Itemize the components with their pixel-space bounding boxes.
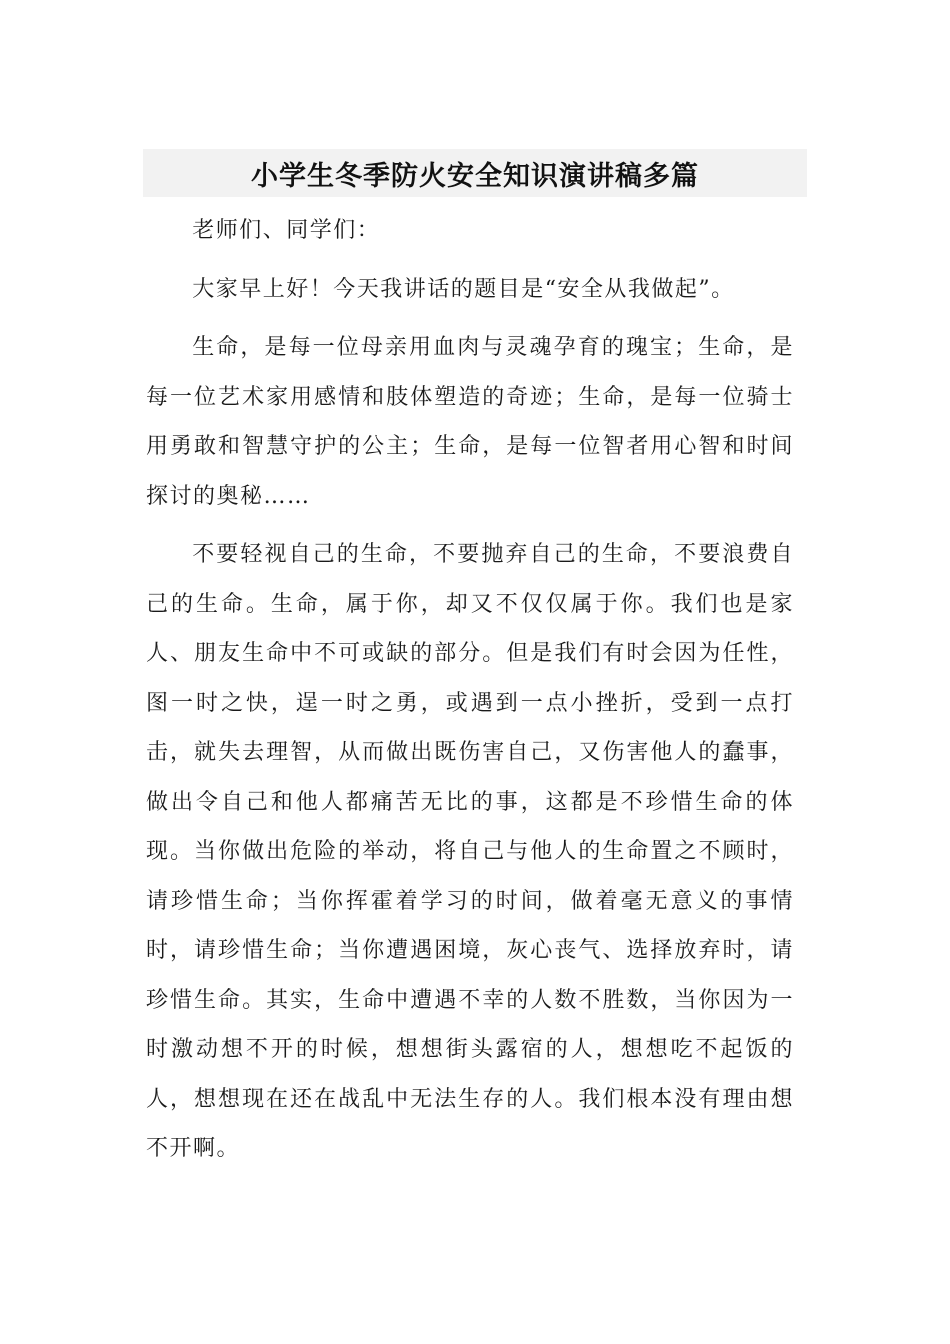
paragraph-cherish-life: 不要轻视自己的生命，不要抛弃自己的生命，不要浪费自己的生命。生命，属于你，却又不仅仅属于你。我们也是家人、朋友生命中不可或缺的部分。但是我们有时会因为任性，图一时之快，逞一时之勇，或遇到一点小挫折，受到一点打击，就失去理智，从而做出既伤害自己，又伤害他人的蠢事，做出令自己和他人都痛苦无比的事，这都是不珍惜生命的体现。当你做出危险的举动，将自己与他人的生命置之不顾时，请珍惜生命；当你挥霍着学习的时间，做着毫无意义的事情时，请珍惜生命；当你遭遇困境，灰心丧气、选择放弃时，请珍惜生命。其实，生命中遭遇不幸的人数不胜数，当你因为一时激动想不开的时候，想想街头露宿的人，想想吃不起饭的人，想想现在还在战乱中无法生存的人。我们根本没有理由想不开啊。 (146, 542, 794, 1161)
document-body (146, 206, 794, 1183)
paragraph-life: 生命，是每一位母亲用血肉与灵魂孕育的瑰宝；生命，是每一位艺术家用感情和肢体塑造的奇迹；生命，是每一位骑士用勇敢和智慧守护的公主；生命，是每一位智者用心智和时间探讨的奥秘…… (146, 335, 794, 509)
document-title: 小学生冬季防火安全知识演讲稿多篇 (251, 160, 699, 192)
title-banner (143, 149, 807, 197)
paragraph-opening: 大家早上好！今天我讲话的题目是“安全从我做起”。 (192, 276, 735, 302)
greeting-line: 老师们、同学们： (192, 218, 381, 243)
